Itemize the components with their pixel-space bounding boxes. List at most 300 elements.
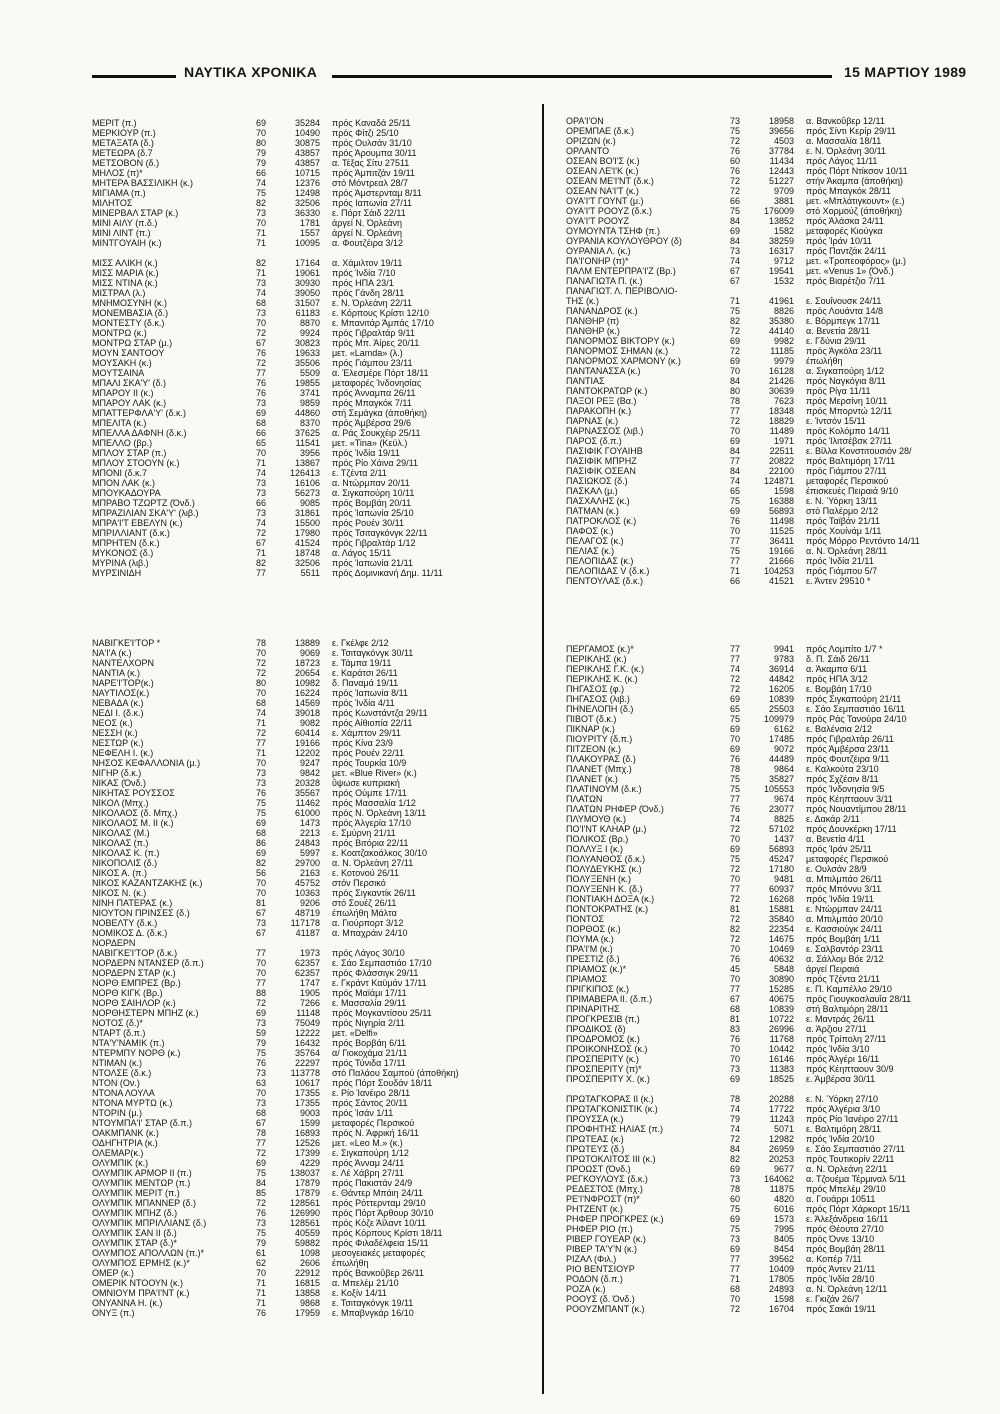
ship-tonnage: 75049 bbox=[294, 1018, 320, 1028]
ship-location: ε. Μαντράς 26/11 bbox=[806, 1014, 875, 1024]
ship-location: πρός Άλγερία 17/10 bbox=[332, 818, 412, 828]
ship-type-code: 71 bbox=[255, 458, 266, 468]
ship-name: ΝΕΦΕΛΗ Ι. (κ.) bbox=[92, 748, 154, 758]
ship-type-code: 69 bbox=[255, 408, 266, 418]
ship-type-code: 69 bbox=[729, 844, 740, 854]
ship-location: ε. Γκράντ Καϋμάν 17/11 bbox=[332, 978, 427, 988]
ship-location: στό Παλέρμο 2/12 bbox=[806, 506, 879, 516]
ship-location: α. Ν. Όρλεάνη 28/11 bbox=[806, 546, 888, 556]
ship-name: ΜΥΡΣΙΝΙΔΗ bbox=[92, 568, 142, 578]
ship-name: ΟΛΥΜΠΙΚ (κ.) bbox=[92, 1158, 149, 1168]
ship-tonnage: 2213 bbox=[299, 828, 320, 838]
ship-name: ΡΗΦΕΡ ΡΙΟ (π.) bbox=[566, 1224, 633, 1234]
ship-type-code: 70 bbox=[729, 1054, 740, 1064]
ship-location: ε. Ν. Ύόρκη 13/11 bbox=[806, 496, 878, 506]
ship-tonnage: 44140 bbox=[768, 326, 794, 336]
ship-name: ΠΟΛΥΞΕΝΗ Κ. (δ.) bbox=[566, 884, 643, 894]
ship-tonnage: 22511 bbox=[769, 446, 794, 456]
ship-name: ΡΙΒΕΡ ΤΑ'Υ'Ν (κ.) bbox=[566, 1244, 637, 1254]
ship-location: ε. Ίντσόν 15/11 bbox=[806, 416, 866, 426]
ship-tonnage: 24893 bbox=[768, 1284, 794, 1294]
ship-type-code: 77 bbox=[255, 568, 266, 578]
ship-name: ΜΟΝΤΡΩ (κ.) bbox=[92, 328, 147, 338]
ship-name: ΟΜΕΡΙΚ ΝΤΟΟΥΝ (κ.) bbox=[92, 1278, 184, 1288]
ship-tonnage: 1098 bbox=[299, 1248, 320, 1258]
ship-name: ΜΠΡΑΒΟ ΤΖΩΡΤΖ (Όνδ.) bbox=[92, 498, 195, 508]
ship-type-code: 77 bbox=[255, 738, 266, 748]
ship-location: πρός Μπαγκόκ 28/11 bbox=[806, 186, 891, 196]
ship-type-code: 70 bbox=[255, 648, 266, 658]
ship-type-code: 77 bbox=[729, 654, 740, 664]
ship-name: ΝΙΚΟΛΑΣ (π.) bbox=[92, 838, 149, 848]
ship-type-code: 78 bbox=[729, 1184, 740, 1194]
ship-type-code: 71 bbox=[255, 1278, 266, 1288]
ship-tonnage: 1598 bbox=[773, 486, 794, 496]
ship-location: ε. Δακάρ 2/11 bbox=[806, 814, 860, 824]
ship-name: ΜΟΥΤΣΑΙΝΑ bbox=[92, 368, 145, 378]
ship-tonnage: 1582 bbox=[773, 226, 794, 236]
ship-tonnage: 12202 bbox=[294, 748, 320, 758]
ship-location: δ. Παναμά 19/11 bbox=[332, 678, 399, 688]
ship-type-code: 74 bbox=[729, 256, 740, 266]
ship-location: πρός Βομβάη 20/11 bbox=[332, 498, 412, 508]
ship-name: ΝΕΣΤΩΡ (κ.) bbox=[92, 738, 144, 748]
ship-tonnage: 32506 bbox=[294, 558, 320, 568]
ship-name: ΜΠΡΗΤΕΝ (δ.κ.) bbox=[92, 538, 160, 548]
ship-name: ΠΙΒΟΤ (δ.κ.) bbox=[566, 714, 617, 724]
ship-type-code: 76 bbox=[255, 378, 266, 388]
ship-tonnage: 20328 bbox=[294, 778, 320, 788]
ship-location: α. Κοπέρ 7/11 bbox=[806, 1254, 862, 1264]
ship-location: πρός Ούμπε 17/11 bbox=[332, 788, 407, 798]
ship-name: ΟΛΥΜΠΙΚ ΣΤΑΡ (δ.)* bbox=[92, 1238, 177, 1248]
ship-tonnage: 9941 bbox=[773, 644, 794, 654]
ship-location: ε. Κασσιούγκ 24/11 bbox=[806, 924, 883, 934]
ship-location: στό Χορμούζ (άποθήκη) bbox=[806, 206, 903, 216]
ship-tonnage: 60937 bbox=[768, 884, 794, 894]
ship-name: ΜΕΤΑΞΑΤΑ (δ.) bbox=[92, 138, 154, 148]
ship-location: πρός Φουτζέιρα 9/11 bbox=[806, 754, 890, 764]
ship-location: πρός Ρίο Ίανέιρο 27/11 bbox=[806, 1114, 899, 1124]
ship-location: πρός Πόρτ Ντίκσον 10/11 bbox=[806, 166, 908, 176]
ship-name: ΡΙΟ ΒΕΝΤΣΙΟΥΡ bbox=[566, 1264, 635, 1274]
ship-type-code: 78 bbox=[729, 396, 740, 406]
ship-location: πρός Ίράν 25/11 bbox=[806, 844, 872, 854]
ship-tonnage: 11148 bbox=[296, 1008, 320, 1018]
ship-location: μεσογειακές μεταφορές bbox=[332, 1248, 425, 1258]
ship-location: α. Άκαμπα 6/11 bbox=[806, 664, 868, 674]
ship-name: ΝΕΣΣΗ (κ.) bbox=[92, 728, 138, 738]
ship-location: έπωλήθη bbox=[332, 1258, 369, 1268]
ship-tonnage: 31507 bbox=[294, 298, 320, 308]
ship-type-code: 71 bbox=[255, 748, 266, 758]
ship-name: ΠΡΕΣΤΙΖ (δ.) bbox=[566, 954, 620, 964]
ship-name: ΡΗΤΖΕΝΤ (κ.) bbox=[566, 1204, 623, 1214]
ship-name: ΠΕΛΟΠΙΔΑΣ (κ.) bbox=[566, 556, 634, 566]
ship-name: ΠΡΟΣΠΕΡΙΤΥ (κ.) bbox=[566, 1054, 639, 1064]
ship-type-code: 69 bbox=[255, 818, 266, 828]
ship-type-code: 71 bbox=[729, 296, 740, 306]
ship-location: ε. Άλεξάνδρεια 16/11 bbox=[806, 1214, 889, 1224]
ship-tonnage: 16146 bbox=[768, 1054, 794, 1064]
ship-tonnage: 10442 bbox=[768, 1044, 794, 1054]
ship-location: μεταφορές Περσικού bbox=[332, 1118, 415, 1128]
ship-name: ΜΟΝΤΡΩ ΣΤΑΡ (μ.) bbox=[92, 338, 173, 348]
ship-type-code: 62 bbox=[255, 1258, 266, 1268]
ship-location: πρός Μόρρο Ρεντόντο 14/11 bbox=[806, 536, 920, 546]
ship-location: πρός Γάνδη 28/11 bbox=[332, 288, 405, 298]
ship-location: πρός Ίνδία 7/10 bbox=[332, 268, 396, 278]
ship-name: ΟΥΜΟΥΝΤΑ ΤΣΗΦ (π.) bbox=[566, 226, 661, 236]
ship-tonnage: 30890 bbox=[768, 974, 794, 984]
ship-type-code: 72 bbox=[729, 894, 740, 904]
ship-name: ΡΕΓΚΟΥΛΟΥΣ (δ.κ.) bbox=[566, 1174, 648, 1184]
ship-location: έπωλήθη Μάλτα bbox=[332, 908, 397, 918]
ship-name: ΠΟΝΤΟΣ bbox=[566, 914, 604, 924]
ship-tonnage: 21426 bbox=[768, 376, 794, 386]
ship-tonnage: 11462 bbox=[295, 798, 320, 808]
ship-tonnage: 16388 bbox=[768, 496, 794, 506]
ship-location: ε. Ν. Ύόρκη 27/10 bbox=[806, 1094, 879, 1104]
ship-name: ΠΑΣΙΩΚΟΣ (δ.) bbox=[566, 476, 628, 486]
ship-tonnage: 61183 bbox=[295, 308, 320, 318]
ship-name: ΝΟΡΘ ΣΑΙΗΛΟΡ (κ.) bbox=[92, 998, 176, 1008]
ship-type-code: 72 bbox=[255, 998, 266, 1008]
ship-type-code: 74 bbox=[255, 708, 266, 718]
ship-name: ΠΛΑΚΟΥΡΑΣ (δ.) bbox=[566, 754, 636, 764]
ship-name: ΤΗΣ (κ.) bbox=[566, 296, 600, 306]
ship-tonnage: 17355 bbox=[294, 1088, 320, 1098]
ship-type-code: 69 bbox=[729, 1074, 740, 1084]
ship-location: ε. Σάο Σεμπαστιάο 17/10 bbox=[332, 958, 432, 968]
ship-location: α. Σιγκαπούρη 1/12 bbox=[806, 366, 885, 376]
ship-tonnage: 15500 bbox=[294, 518, 320, 528]
ship-tonnage: 10490 bbox=[294, 128, 320, 138]
ship-location: μετ. «Μπλάτιγκουντ» (ε.) bbox=[806, 196, 905, 206]
ship-name: ΠΑΝΟΡΜΟΣ ΒΙΚΤΟΡΥ (κ.) bbox=[566, 336, 675, 346]
ship-type-code: 82 bbox=[255, 558, 266, 568]
ship-tonnage: 20654 bbox=[294, 668, 320, 678]
ship-name: ΜΙΣΤΡΑΛ (λ.) bbox=[92, 288, 146, 298]
ship-tonnage: 12222 bbox=[294, 1028, 320, 1038]
ship-type-code: 69 bbox=[729, 226, 740, 236]
ship-name: ΟΡΑ'Ι'ΟΝ bbox=[566, 116, 604, 126]
ship-location: πρός Λάγος 30/10 bbox=[332, 948, 405, 958]
ship-location: πρός Άμστερνταμ 8/11 bbox=[332, 188, 422, 198]
ship-type-code: 72 bbox=[729, 674, 740, 684]
ship-location: πρός Μπορντώ 12/11 bbox=[806, 406, 893, 416]
ship-type-code: 76 bbox=[729, 166, 740, 176]
ship-location: α. Άρζιου 27/11 bbox=[806, 1024, 867, 1034]
ship-location: πρός Κέηπταουν 3/11 bbox=[806, 794, 893, 804]
ship-location: πρός Άνναμ 24/11 bbox=[332, 1158, 405, 1168]
ship-tonnage: 11525 bbox=[769, 526, 794, 536]
ship-location: πρός Άμβέρσα 23/11 bbox=[806, 744, 890, 754]
ship-location: πρός Τσιταγκόνγκ 22/11 bbox=[332, 528, 428, 538]
ship-location: ε. Σαλβαντόρ 23/11 bbox=[806, 944, 884, 954]
ship-type-code: 71 bbox=[729, 566, 740, 576]
ship-type-code: 72 bbox=[729, 864, 740, 874]
ship-name: ΜΠΑΛΙ ΣΚΑ'Υ' (δ.) bbox=[92, 378, 167, 388]
ship-tonnage: 1573 bbox=[773, 1214, 794, 1224]
ship-type-code: 78 bbox=[729, 1094, 740, 1104]
ship-location: πρός Φιλαδέλφεια 15/11 bbox=[332, 1238, 429, 1248]
ship-name: ΝΙΓΗΡ (δ.κ.) bbox=[92, 768, 142, 778]
ship-type-code: 71 bbox=[729, 1274, 740, 1284]
ship-tonnage: 7995 bbox=[773, 1224, 794, 1234]
ship-location: πρός Βαλτιμόρη 17/11 bbox=[806, 456, 896, 466]
ship-name: ΝΑΝΤΙΑ (κ.) bbox=[92, 668, 141, 678]
ship-name: ΟΜΕΡ (κ.) bbox=[92, 1268, 134, 1278]
ship-location: πρός Μπαγκόκ 7/11 bbox=[332, 398, 412, 408]
ship-location: πρός Σιγκαντίκ 26/11 bbox=[332, 888, 416, 898]
ship-name: ΜΠΑΡΟΥ ΙΙ (κ.) bbox=[92, 388, 154, 398]
ship-name: ΠΑ'Ι'ΟΝΗΡ (π)* bbox=[566, 256, 629, 266]
ship-name: ΠΑΞΟΙ ΡΕΞ (Βα.) bbox=[566, 396, 637, 406]
ship-type-code: 45 bbox=[729, 964, 740, 974]
ship-type-code: 66 bbox=[729, 576, 740, 586]
ship-tonnage: 35380 bbox=[768, 316, 794, 326]
ship-type-code: 81 bbox=[729, 1014, 740, 1024]
ship-location: πρός Άνναμπα 26/11 bbox=[332, 388, 416, 398]
ship-tonnage: 19166 bbox=[768, 546, 794, 556]
ship-tonnage: 10363 bbox=[294, 888, 320, 898]
ship-type-code: 82 bbox=[255, 858, 266, 868]
ship-name: ΠΑΣΙΦΙΚ ΟΣΕΑΝ bbox=[566, 466, 636, 476]
ship-location: πρός Ίνδία 3/10 bbox=[806, 1044, 870, 1054]
ship-name: ΜΙΝΕΡΒΑΛ ΣΤΑΡ (κ.) bbox=[92, 208, 179, 218]
ship-tonnage: 24843 bbox=[294, 838, 320, 848]
ship-location: πρός Ίνδία 20/10 bbox=[806, 1134, 875, 1144]
ship-type-code: 72 bbox=[255, 528, 266, 538]
ship-location: στό Σουέζ 26/11 bbox=[332, 898, 397, 908]
ship-type-code: 67 bbox=[255, 928, 266, 938]
ship-location: πρός Ρουέν 30/11 bbox=[332, 518, 404, 528]
ship-type-code: 79 bbox=[255, 1238, 266, 1248]
ship-name: ΠΑΣΙΦΙΚ ΓΟΥΑΙΗΒ bbox=[566, 446, 643, 456]
ship-name: ΟΥΑ'Ι'Τ ΡΟΟΥΖ (δ.κ.) bbox=[566, 206, 653, 216]
ship-location: α. Μπελέμ 21/10 bbox=[332, 1278, 399, 1288]
ship-name: ΟΣΕΑΝ ΒΟ'Ι'Σ (κ.) bbox=[566, 156, 640, 166]
ship-tonnage: 62357 bbox=[294, 958, 320, 968]
ship-location: μετ. «Tina» (Κεϋλ.) bbox=[332, 438, 408, 448]
ship-tonnage: 40559 bbox=[294, 1228, 320, 1238]
ship-tonnage: 60414 bbox=[294, 728, 320, 738]
ship-name: ΠΡΩΤΕΑΣ (κ.) bbox=[566, 1134, 624, 1144]
ship-location: πρός Πόρτ Σουδάν 18/11 bbox=[332, 1078, 433, 1088]
ship-name: ΜΙΛΗΤΟΣ bbox=[92, 198, 133, 208]
ship-type-code: 76 bbox=[255, 1058, 266, 1068]
ship-tonnage: 11243 bbox=[769, 1114, 794, 1124]
ship-tonnage: 18525 bbox=[768, 1074, 794, 1084]
ship-location: έπισκευές Πειραιά 9/10 bbox=[806, 486, 899, 496]
ship-location: στή Βαλτιμόρη 28/11 bbox=[806, 1004, 889, 1014]
ship-name: ΠΙΟΥΡΙΤΥ (δ.π.) bbox=[566, 734, 633, 744]
ship-tonnage: 2606 bbox=[299, 1258, 320, 1268]
ship-name: ΡΙΖΑΛ (Φιλ.) bbox=[566, 1254, 617, 1264]
ship-type-code: 76 bbox=[255, 1208, 266, 1218]
ship-tonnage: 41524 bbox=[294, 538, 320, 548]
ship-name: ΝΙΟΥΤΟΝ ΠΡΙΝΣΕΣ (δ.) bbox=[92, 908, 190, 918]
ship-tonnage: 18958 bbox=[768, 116, 794, 126]
ship-location: πρός Μπελέμ 29/10 bbox=[806, 1184, 886, 1194]
ship-type-code: 84 bbox=[729, 216, 740, 226]
ship-type-code: 70 bbox=[255, 958, 266, 968]
ship-name: ΠΕΡΙΚΛΗΣ Κ. (κ.) bbox=[566, 674, 638, 684]
ship-tonnage: 48719 bbox=[294, 908, 320, 918]
ship-tonnage: 15285 bbox=[768, 984, 794, 994]
ship-name: ΝΙΚΟΠΟΛΙΣ (δ.) bbox=[92, 858, 158, 868]
ship-name: ΜΥΚΟΝΟΣ (δ.) bbox=[92, 548, 154, 558]
ship-type-code: 70 bbox=[255, 128, 266, 138]
ship-location: πρός Πακιστάν 24/9 bbox=[332, 1178, 413, 1188]
ship-tonnage: 5509 bbox=[299, 368, 320, 378]
ship-name: ΟΛΥΜΠΙΚ ΜΠΡΙΛΛΙΑΝΣ (δ.) bbox=[92, 1218, 207, 1228]
ship-name: ΜΠΕΛΛΟ (βρ.) bbox=[92, 438, 153, 448]
ship-type-code: 75 bbox=[729, 1204, 740, 1214]
ship-tonnage: 32506 bbox=[294, 198, 320, 208]
ship-tonnage: 17879 bbox=[294, 1188, 320, 1198]
ship-tonnage: 11383 bbox=[769, 1064, 794, 1074]
ship-tonnage: 5997 bbox=[299, 848, 320, 858]
ship-type-code: 79 bbox=[255, 148, 266, 158]
ship-tonnage: 9979 bbox=[773, 356, 794, 366]
ship-tonnage: 124871 bbox=[763, 476, 794, 486]
ship-location: πρός Γιάμπου 27/11 bbox=[806, 466, 887, 476]
ship-location: πρός Λομπίτο 1/7 * bbox=[806, 644, 883, 654]
ship-tonnage: 104253 bbox=[763, 566, 794, 576]
ship-name: ΜΥΡΙΝΑ (λιβ.) bbox=[92, 558, 149, 568]
ship-name: ΜΝΗΜΟΣΥΝΗ (κ.) bbox=[92, 298, 168, 308]
ship-name: ΜΙΣΣ ΝΤΙΝΑ (κ.) bbox=[92, 278, 158, 288]
ship-tonnage: 9085 bbox=[299, 498, 320, 508]
ship-tonnage: 22354 bbox=[768, 924, 794, 934]
ship-tonnage: 18723 bbox=[294, 658, 320, 668]
ship-name: ΠΡΙΑΜΟΣ (κ.)* bbox=[566, 964, 627, 974]
ship-location: ε. Βόρμπεγκ 17/11 bbox=[806, 316, 880, 326]
ship-tonnage: 30875 bbox=[294, 138, 320, 148]
ship-tonnage: 20822 bbox=[768, 456, 794, 466]
ship-location: πρός Ρίο Χάινα 29/11 bbox=[332, 458, 418, 468]
ship-location: πρός Φλάσσιγκ 29/11 bbox=[332, 968, 419, 978]
ship-name: ΠΑΝΘΗΡ (π) bbox=[566, 316, 620, 326]
ship-tonnage: 17485 bbox=[768, 734, 794, 744]
ship-tonnage: 113778 bbox=[290, 1068, 320, 1078]
ship-type-code: 77 bbox=[729, 1264, 740, 1274]
ship-name: ΝΤΟΥΜΠΑ'Ι' ΣΤΑΡ (δ.π.) bbox=[92, 1118, 192, 1128]
ship-tonnage: 14675 bbox=[768, 934, 794, 944]
ship-tonnage: 7623 bbox=[773, 396, 794, 406]
ship-tonnage: 10409 bbox=[768, 1264, 794, 1274]
ship-name: ΜΕΤΣΟΒΟΝ (δ.) bbox=[92, 158, 160, 168]
ship-location: ε. Μπανιτάρ Άμπάς 17/10 bbox=[332, 318, 434, 328]
ship-tonnage: 1973 bbox=[299, 948, 320, 958]
ship-name: ΠΡΟΦΗΤΗΣ ΗΛΙΑΣ (π.) bbox=[566, 1124, 664, 1134]
ship-tonnage: 16432 bbox=[294, 1038, 320, 1048]
ship-name: ΟΡΙΖΩΝ (κ.) bbox=[566, 136, 616, 146]
ship-type-code: 74 bbox=[729, 1124, 740, 1134]
ship-type-code: 77 bbox=[729, 794, 740, 804]
ship-type-code: 69 bbox=[729, 436, 740, 446]
ship-name: ΠΕΛΙΑΣ (κ.) bbox=[566, 546, 615, 556]
ship-name: ΝΑ'Ι'Α (κ.) bbox=[92, 648, 132, 658]
header-rule-left bbox=[92, 75, 176, 78]
ship-name: ΟΣΕΑΝ ΛΕ'Ι'Κ (κ.) bbox=[566, 166, 639, 176]
ship-type-code: 76 bbox=[255, 1308, 266, 1318]
ship-tonnage: 13858 bbox=[294, 1288, 320, 1298]
ship-tonnage: 21666 bbox=[768, 556, 794, 566]
ship-name: ΠΑΤΜΑΝ (κ.) bbox=[566, 506, 619, 516]
ship-name: ΠΑΣΧΑΛΗΣ (κ.) bbox=[566, 496, 630, 506]
ship-name: ΡΟΖΑ (κ.) bbox=[566, 1284, 606, 1294]
ship-location: πρός Ίνδία 28/10 bbox=[806, 1274, 875, 1284]
ship-name: ΠΕΛΑΓΟΣ (κ.) bbox=[566, 536, 624, 546]
ship-location: πρός Βανκοΰβερ 26/11 bbox=[332, 1268, 424, 1278]
ship-tonnage: 9206 bbox=[299, 898, 320, 908]
ship-tonnage: 109979 bbox=[763, 714, 794, 724]
ship-type-code: 67 bbox=[255, 1118, 266, 1128]
ship-location: μετ. «Leo M.» (κ.) bbox=[332, 1138, 403, 1148]
ship-location: πρός Μασσαλία 1/12 bbox=[332, 798, 416, 808]
ship-type-code: 77 bbox=[255, 948, 266, 958]
ship-tonnage: 13852 bbox=[768, 216, 794, 226]
ship-name: ΟΛΥΜΠΙΚ ΣΑΝ ΙΙ (δ.) bbox=[92, 1228, 177, 1238]
ship-tonnage: 16893 bbox=[294, 1128, 320, 1138]
ship-tonnage: 4503 bbox=[773, 136, 794, 146]
ship-tonnage: 36914 bbox=[768, 664, 794, 674]
ship-location: πρός Ν. Άφρική 16/11 bbox=[332, 1128, 419, 1138]
ship-tonnage: 41187 bbox=[295, 928, 320, 938]
ship-location: α. Τέξας Σίτυ 27511 bbox=[332, 158, 410, 168]
ship-type-code: 70 bbox=[729, 1044, 740, 1054]
ship-type-code: 73 bbox=[255, 778, 266, 788]
ship-location: πρός Κολόμπο 14/11 bbox=[806, 426, 890, 436]
ship-tonnage: 17164 bbox=[294, 258, 320, 268]
ship-name: ΟΔΗΓΗΤΡΙΑ (κ.) bbox=[92, 1138, 158, 1148]
ship-name: ΠΟΝΤΟΚΡΑΤΗΣ (κ.) bbox=[566, 904, 649, 914]
ship-name: ΠΡΟΥΣΣΑ (κ.) bbox=[566, 1114, 624, 1124]
ship-name: ΝΙΚΟΛ (Μπχ.) bbox=[92, 798, 149, 808]
ship-name: ΝΕΔΙ Ι. (δ.κ.) bbox=[92, 708, 144, 718]
ship-type-code: 77 bbox=[729, 536, 740, 546]
ship-location: πρός Μερσίνη 10/11 bbox=[806, 396, 888, 406]
ship-location: α. Ράς Σουκχέιρ 25/11 bbox=[332, 428, 421, 438]
ship-name: ΠΑΡΝΑΣ (κ.) bbox=[566, 416, 619, 426]
ship-location: ε. Κοτονού 26/11 bbox=[332, 868, 399, 878]
ship-name: ΠΡΟΙΚΟΝΗΣΟΣ (κ.) bbox=[566, 1044, 648, 1054]
ship-name: ΠΡΩΤΟΚΛΙΤΟΣ ΙΙΙ (κ.) bbox=[566, 1154, 656, 1164]
ship-name: ΜΙΝΙ ΑΙΛΥ (π.δ.) bbox=[92, 218, 158, 228]
ship-type-code: 72 bbox=[255, 1148, 266, 1158]
ship-tonnage: 117178 bbox=[290, 918, 320, 928]
ship-tonnage: 37784 bbox=[768, 146, 794, 156]
ship-tonnage: 126990 bbox=[289, 1208, 320, 1218]
ship-location: πρός Ρίγα 11/11 bbox=[806, 386, 871, 396]
ship-name: ΝΑΒΙΓΚΕ'Ι'ΤΟΡ (δ.κ.) bbox=[92, 948, 178, 958]
ship-tonnage: 16128 bbox=[768, 366, 794, 376]
ship-tonnage: 16205 bbox=[768, 684, 794, 694]
ship-tonnage: 9069 bbox=[299, 648, 320, 658]
ship-tonnage: 6016 bbox=[773, 1204, 794, 1214]
ship-name: ΠΑΡΝΑΣΣΟΣ (λιβ.) bbox=[566, 426, 644, 436]
ship-location: μετ. «Venus 1» (Όνδ.) bbox=[806, 266, 894, 276]
ship-name: ΠΡΟΩΣΤ (Όνδ.) bbox=[566, 1164, 631, 1174]
ship-location: πρός Δομινικανή Δημ. 11/11 bbox=[332, 568, 443, 578]
ship-tonnage: 6162 bbox=[773, 724, 794, 734]
ship-name: ΟΛΥΜΠΟΣ ΕΡΜΗΣ (κ.)* bbox=[92, 1258, 190, 1268]
ship-type-code: 74 bbox=[729, 814, 740, 824]
ship-type-code: 77 bbox=[729, 644, 740, 654]
